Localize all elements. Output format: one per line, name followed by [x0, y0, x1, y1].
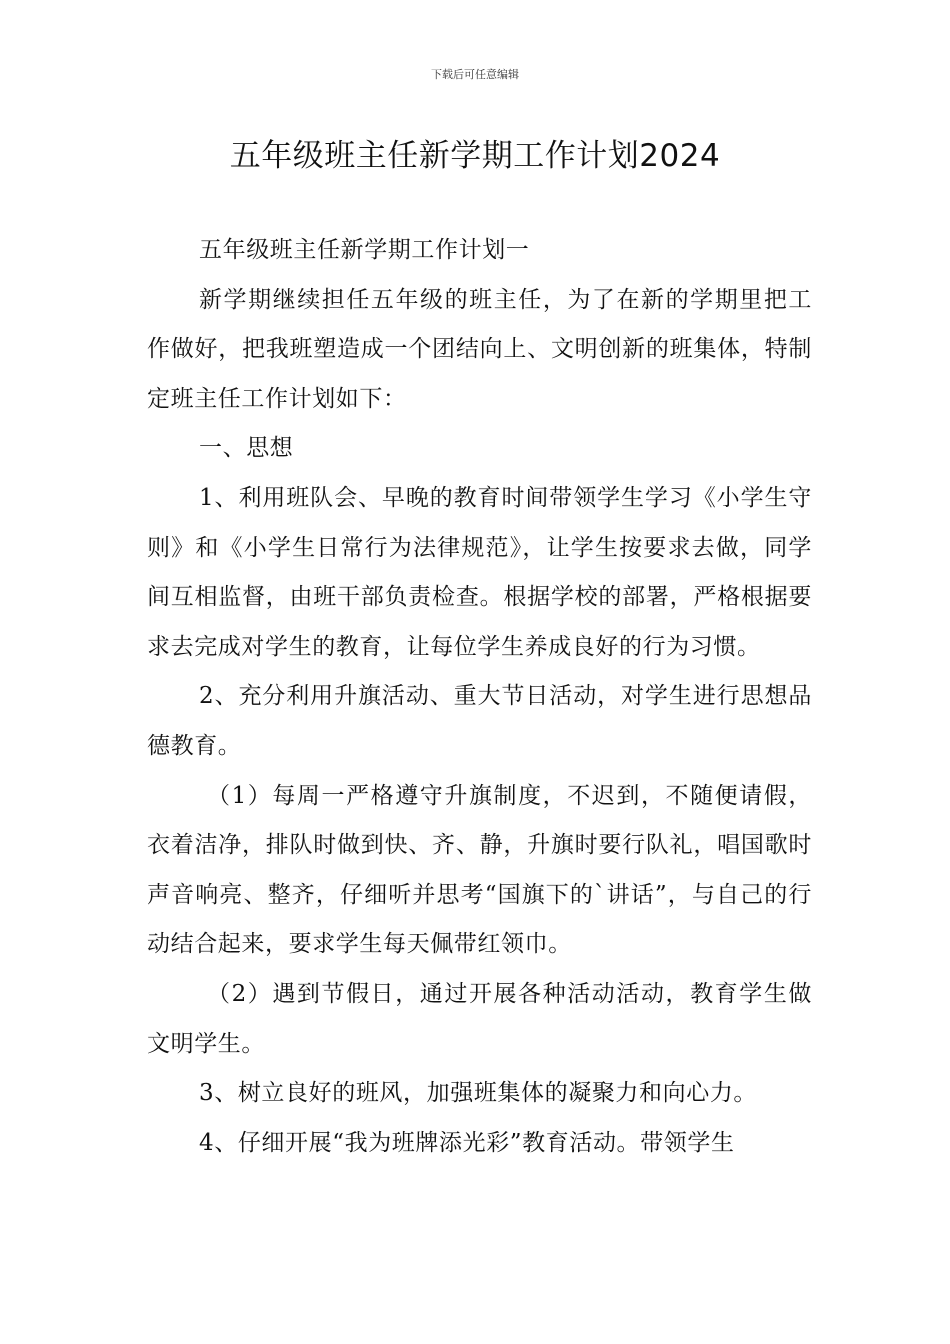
paragraph-item-4: 4、仔细开展“我为班牌添光彩”教育活动。带领学生: [199, 1129, 735, 1156]
paragraph-plan-heading: 五年级班主任新学期工作计划一: [199, 237, 530, 263]
paragraph-subitem-2: （2）遇到节假日，通过开展各种活动活动，教育学生做文明学生。: [147, 980, 812, 1057]
header-note: 下载后可任意编辑: [431, 68, 519, 81]
paragraph-subitem-1: （1）每周一严格遵守升旗制度，不迟到，不随便请假，衣着洁净，排队时做到快、齐、静，升旗时要行队礼，唱国歌时声音响亮、整齐，仔细听并思考“国旗下的`讲话”，与自己的行动结合起来，要求学生每天佩带红领巾。: [147, 782, 812, 958]
paragraph-item-2: 2、充分利用升旗活动、重大节日活动，对学生进行思想品德教育。: [147, 683, 812, 759]
paragraph-item-1: 1、利用班队会、早晚的教育时间带领学生学习《小学生守则》和《小学生日常行为法律规范》，让学生按要求去做，同学间互相监督，由班干部负责检查。根据学校的部署，严格根据要求去完成对学生的教育，让每位学生养成良好的行为习惯。: [147, 484, 812, 660]
paragraph-section-thought: 一、思想: [199, 435, 294, 462]
document-title: 五年级班主任新学期工作计划2024: [229, 138, 721, 174]
paragraph-item-3: 3、树立良好的班风，加强班集体的凝聚力和向心力。: [199, 1080, 758, 1107]
document-body: [147, 226, 812, 1168]
paragraph-intro: 新学期继续担任五年级的班主任，为了在新的学期里把工作做好，把我班塑造成一个团结向上、文明创新的班集体，特制定班主任工作计划如下：: [147, 286, 812, 412]
